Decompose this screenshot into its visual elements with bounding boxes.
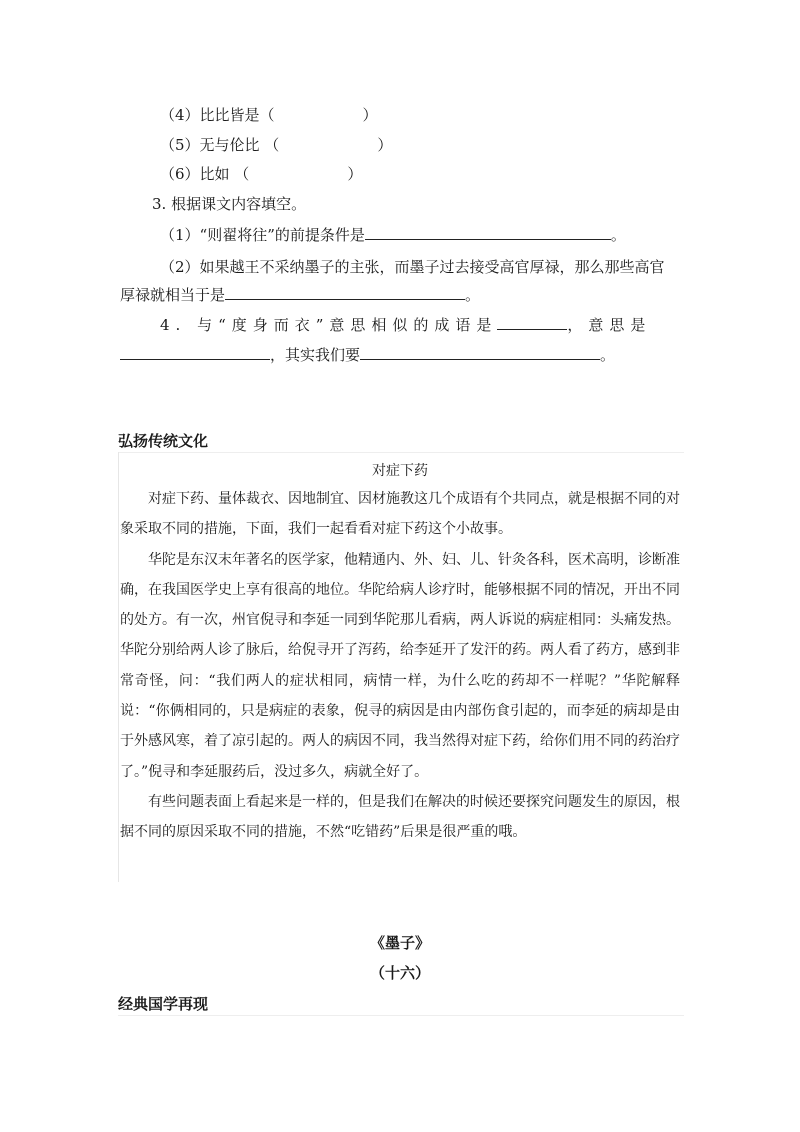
question-6 <box>160 163 362 184</box>
question-4b-end: 。 <box>600 346 616 364</box>
fill-1-end: 。 <box>610 226 626 244</box>
section-border <box>118 452 119 882</box>
story-title: 对症下药 <box>372 463 428 479</box>
fill-1-blank[interactable] <box>365 225 611 240</box>
question-6-label: （6）比如 （ <box>160 165 250 183</box>
fill-2-text: 厚禄就相当于是 <box>120 286 226 304</box>
answer-blank[interactable] <box>279 136 377 150</box>
answer-blank[interactable] <box>275 106 363 120</box>
idiom-blank[interactable] <box>497 315 567 330</box>
story-paragraph: 有些问题表面上看起来是一样的，但是我们在解决的时候还要探究问题发生的原因，根据不同的原因采取不同的措施，不然“吃错药”后果是很严重的哦。 <box>120 793 680 841</box>
question-4-label: （4）比比皆是（ <box>160 106 275 124</box>
answer-blank[interactable] <box>249 165 347 179</box>
question-4b-prefix: 4. 与“度身而衣”意思相似的成语是 <box>160 316 498 334</box>
question-4b-mid: ，意思是 <box>567 316 652 334</box>
mozi-subtitle: （十六） <box>369 964 430 982</box>
fill-1 <box>160 224 626 245</box>
meaning-blank[interactable] <box>120 345 270 360</box>
question-4b-line-1 <box>160 314 651 335</box>
section-3-title: 3. 根据课文内容填空。 <box>152 195 307 213</box>
section-divider <box>118 1015 684 1016</box>
story-paragraph: 华陀是东汉末年著名的医学家，他精通内、外、妇、儿、针灸各科，医术高明，诊断准确，在我国医学史上享有很高的地位。华陀给病人诊疗时，能够根据不同的情况，开出不同的处方。有一次，州官倪寻和李延一同到华陀那儿看病，两人诉说的病症相同：头痛发热。华陀分别给两人诊了脉后，给倪寻开了泻药，给李延开了发汗的药。两人看了药方，感到非常奇怪，问：“我们两人的症状相同，病情一样，为什么吃的药却不一样呢？”华陀解释说：“你俩相同的，只是病症的表象，倪寻的病因是由内部伤食引起的，而李延的病却是由于外感风寒，着了凉引起的。两人的病因不同，我当然得对症下药，给你们用不同的药治疗了。”倪寻和李延服药后，没过多久，病就全好了。 <box>120 551 680 780</box>
fill-2-line-2 <box>120 284 480 305</box>
fill-1-text: （1）“则翟将往”的前提条件是 <box>160 226 365 244</box>
question-5 <box>160 134 392 155</box>
section-divider <box>118 452 684 453</box>
fill-2-line-1: （2）如果越王不采纳墨子的主张，而墨子过去接受高官厚禄，那么那些高官 <box>160 258 665 276</box>
question-4b-mid2: ，其实我们要 <box>270 346 361 364</box>
reflection-blank[interactable] <box>360 345 600 360</box>
question-4b-line-2 <box>120 344 615 365</box>
question-4 <box>160 104 378 125</box>
culture-heading: 弘扬传统文化 <box>118 432 209 450</box>
question-5-close: ） <box>377 136 393 154</box>
question-6-close: ） <box>347 165 363 183</box>
mozi-title: 《墨子》 <box>369 934 430 952</box>
story-body <box>120 484 680 848</box>
fill-2-blank[interactable] <box>225 285 465 300</box>
story-paragraph: 对症下药、量体裁衣、因地制宜、因材施教这几个成语有个共同点，就是根据不同的对象采取不同的措施，下面，我们一起看看对症下药这个小故事。 <box>120 491 680 538</box>
question-4-close: ） <box>362 106 378 124</box>
question-5-label: （5）无与伦比 （ <box>160 136 280 154</box>
classics-heading: 经典国学再现 <box>118 995 209 1013</box>
fill-2-end: 。 <box>465 286 481 304</box>
